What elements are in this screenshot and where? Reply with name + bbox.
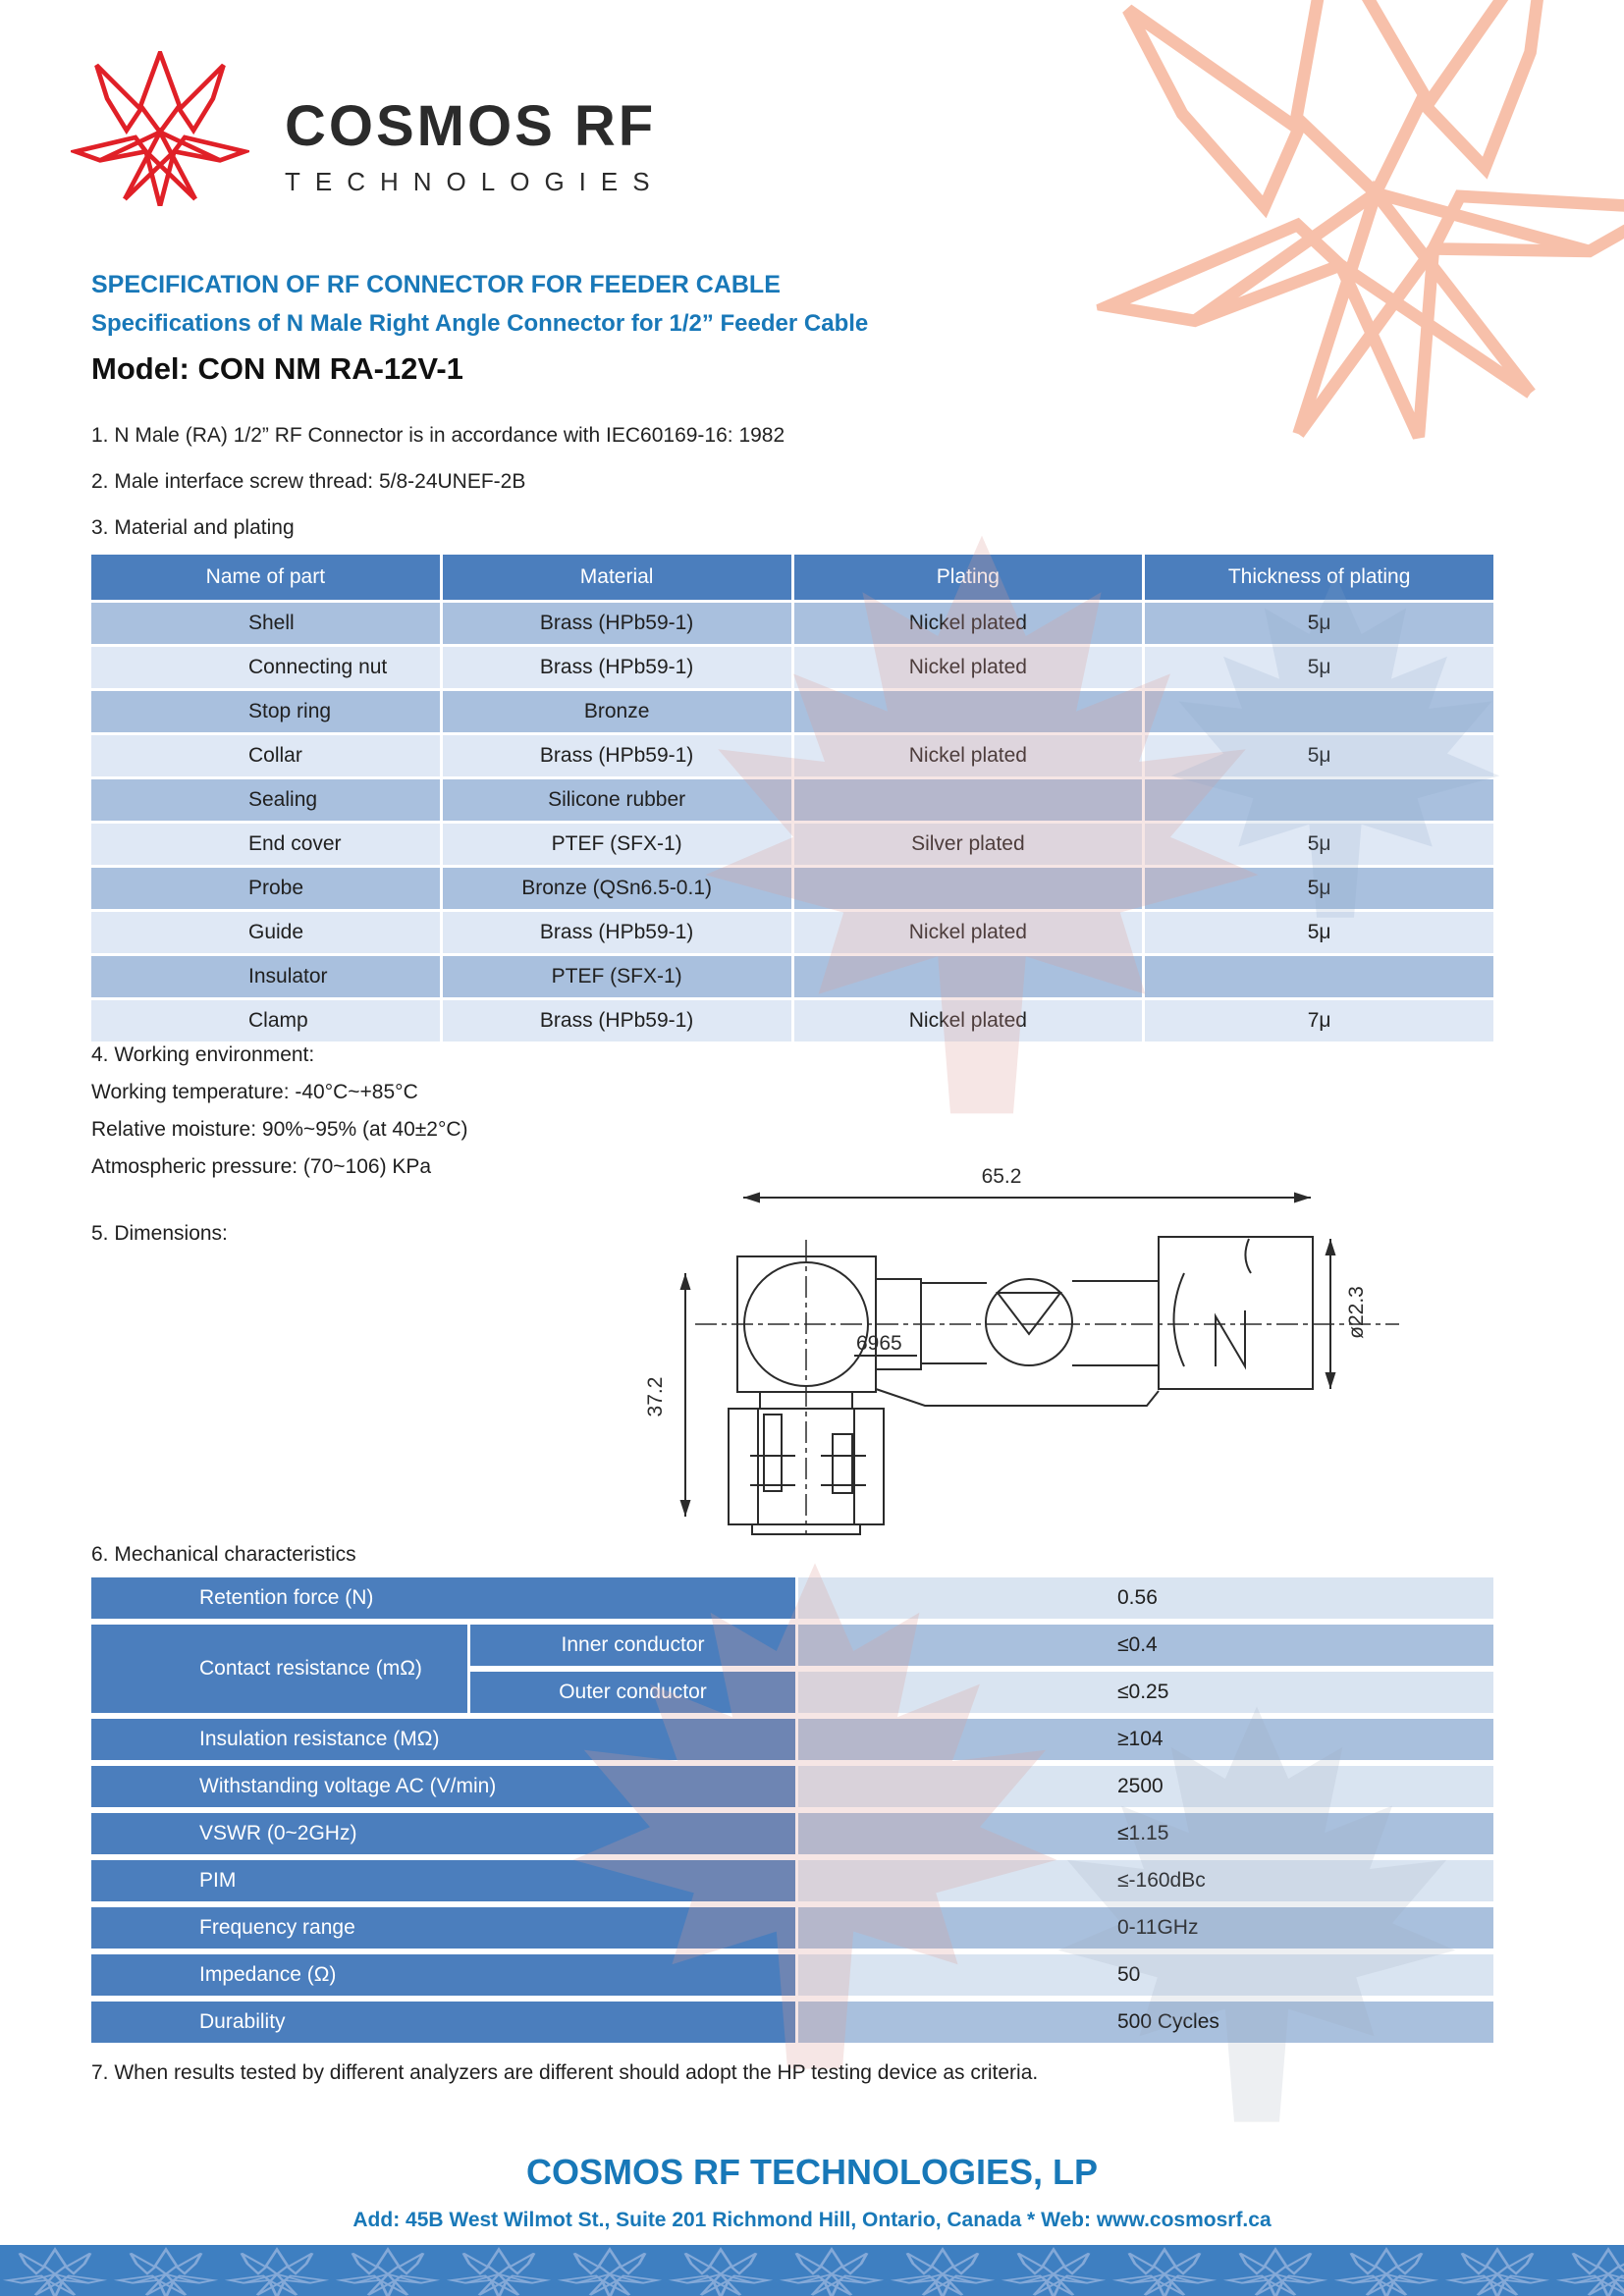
- brand-name: COSMOS RF: [285, 94, 657, 158]
- table-cell: [1145, 956, 1493, 997]
- footer-company-name: COSMOS RF TECHNOLOGIES, LP: [525, 2152, 1099, 2192]
- table-cell: PTEF (SFX-1): [443, 824, 791, 865]
- table-cell: [794, 956, 1143, 997]
- table-row: [470, 1625, 1493, 1666]
- table-cell: 5μ: [1145, 912, 1493, 953]
- table-row: [91, 1719, 1493, 1760]
- working-env-line: Relative moisture: 90%~95% (at 40±2°C): [91, 1118, 468, 1141]
- model-title: Model: CON NM RA-12V-1: [91, 351, 463, 386]
- table-cell: 5μ: [1145, 603, 1493, 644]
- table-cell: Clamp: [91, 1000, 440, 1041]
- intro-item-3: 3. Material and plating: [91, 516, 295, 539]
- table-cell: End cover: [91, 824, 440, 865]
- length-dimension-label: 65.2: [981, 1165, 1022, 1188]
- table-cell: [1145, 691, 1493, 732]
- table-cell: Insulator: [91, 956, 440, 997]
- contact-sub-rows: [470, 1625, 1493, 1713]
- height-dimension-label: 37.2: [644, 1376, 667, 1417]
- table-cell: 5μ: [1145, 824, 1493, 865]
- working-env-heading: 4. Working environment:: [91, 1043, 315, 1066]
- table-cell: Guide: [91, 912, 440, 953]
- row-label: Durability: [91, 2002, 795, 2043]
- table-cell: Probe: [91, 868, 440, 909]
- brand-tagline: TECHNOLOGIES: [285, 167, 665, 196]
- table-cell: Silicone rubber: [443, 779, 791, 821]
- diameter-dimension-label: ø22.3: [1345, 1286, 1368, 1339]
- table-row: [91, 1954, 1493, 1996]
- row-value: ≤0.25: [798, 1672, 1493, 1713]
- table-cell: 5μ: [1145, 735, 1493, 776]
- note-7: 7. When results tested by different analyzers are different should adopt the HP testing device as criteria.: [91, 2061, 1039, 2084]
- part-number-label: 6965: [856, 1332, 902, 1355]
- table-cell: Brass (HPb59-1): [443, 735, 791, 776]
- table-cell: Nickel plated: [794, 647, 1143, 688]
- table-cell: Bronze: [443, 691, 791, 732]
- company-logo: [71, 51, 665, 206]
- table-row: [91, 1813, 1493, 1854]
- table-row-contact-resistance: [91, 1625, 1493, 1713]
- row-label: Insulation resistance (MΩ): [91, 1719, 795, 1760]
- table-cell: 7μ: [1145, 1000, 1493, 1041]
- mechanical-characteristics-table: [91, 1577, 1493, 2043]
- table-cell: Brass (HPb59-1): [443, 603, 791, 644]
- row-label: PIM: [91, 1860, 795, 1901]
- doc-subtitle: Specifications of N Male Right Angle Connector for 1/2” Feeder Cable: [91, 310, 869, 337]
- sub-row-label: Inner conductor: [470, 1625, 795, 1666]
- working-env-line: Working temperature: -40°C~+85°C: [91, 1081, 418, 1103]
- table-row: [91, 1577, 1493, 1619]
- row-value: 50: [798, 1954, 1493, 1996]
- row-value: ≤-160dBc: [798, 1860, 1493, 1901]
- brand-text: [285, 51, 665, 206]
- row-label: Retention force (N): [91, 1577, 795, 1619]
- cosmos-leaf-logo-icon: [71, 51, 249, 206]
- row-value: ≤1.15: [798, 1813, 1493, 1854]
- table-cell: Connecting nut: [91, 647, 440, 688]
- sub-row-label: Outer conductor: [470, 1672, 795, 1713]
- table-cell: Nickel plated: [794, 912, 1143, 953]
- table-cell: [794, 779, 1143, 821]
- footer-address: Add: 45B West Wilmot St., Suite 201 Richmond Hill, Ontario, Canada * Web: www.cosmosrf.ca: [352, 2209, 1272, 2231]
- table-row: [91, 1860, 1493, 1901]
- table-cell: [794, 868, 1143, 909]
- footer-pattern-bar: [0, 2245, 1624, 2296]
- column-header: Material: [443, 555, 791, 600]
- table-cell: Brass (HPb59-1): [443, 912, 791, 953]
- table-cell: Brass (HPb59-1): [443, 647, 791, 688]
- table-cell: Collar: [91, 735, 440, 776]
- table-cell: Sealing: [91, 779, 440, 821]
- row-value: ≤0.4: [798, 1625, 1493, 1666]
- connector-dimension-drawing: [412, 1144, 1453, 1536]
- table-cell: 5μ: [1145, 647, 1493, 688]
- table-cell: PTEF (SFX-1): [443, 956, 791, 997]
- table-cell: Stop ring: [91, 691, 440, 732]
- table-cell: [1145, 779, 1493, 821]
- table-cell: Bronze (QSn6.5-0.1): [443, 868, 791, 909]
- material-plating-table: [91, 555, 1493, 1041]
- row-label: Impedance (Ω): [91, 1954, 795, 1996]
- column-header: Name of part: [91, 555, 440, 600]
- table-cell: Nickel plated: [794, 603, 1143, 644]
- table-cell: Nickel plated: [794, 735, 1143, 776]
- column-header: Plating: [794, 555, 1143, 600]
- row-value: 2500: [798, 1766, 1493, 1807]
- table-cell: [794, 691, 1143, 732]
- table-row: [91, 1766, 1493, 1807]
- table-cell: 5μ: [1145, 868, 1493, 909]
- table-cell: Silver plated: [794, 824, 1143, 865]
- row-value: 500 Cycles: [798, 2002, 1493, 2043]
- working-env-line: Atmospheric pressure: (70~106) KPa: [91, 1155, 432, 1178]
- intro-item-1: 1. N Male (RA) 1/2” RF Connector is in accordance with IEC60169-16: 1982: [91, 424, 785, 447]
- row-label: Contact resistance (mΩ): [91, 1625, 467, 1713]
- table-cell: Brass (HPb59-1): [443, 1000, 791, 1041]
- doc-title: SPECIFICATION OF RF CONNECTOR FOR FEEDER CABLE: [91, 271, 781, 298]
- row-label: Frequency range: [91, 1907, 795, 1949]
- mechanical-heading: 6. Mechanical characteristics: [91, 1543, 356, 1566]
- dimensions-heading: 5. Dimensions:: [91, 1222, 228, 1245]
- table-row: [91, 1907, 1493, 1949]
- decorative-leaf-ornament: [1036, 0, 1624, 504]
- table-row: [91, 2002, 1493, 2043]
- row-label: Withstanding voltage AC (V/min): [91, 1766, 795, 1807]
- row-value: 0-11GHz: [798, 1907, 1493, 1949]
- row-label: VSWR (0~2GHz): [91, 1813, 795, 1854]
- table-cell: Nickel plated: [794, 1000, 1143, 1041]
- row-value: 0.56: [798, 1577, 1493, 1619]
- table-row: [470, 1672, 1493, 1713]
- column-header: Thickness of plating: [1145, 555, 1493, 600]
- intro-item-2: 2. Male interface screw thread: 5/8-24UNEF-2B: [91, 470, 526, 493]
- table-cell: Shell: [91, 603, 440, 644]
- row-value: ≥104: [798, 1719, 1493, 1760]
